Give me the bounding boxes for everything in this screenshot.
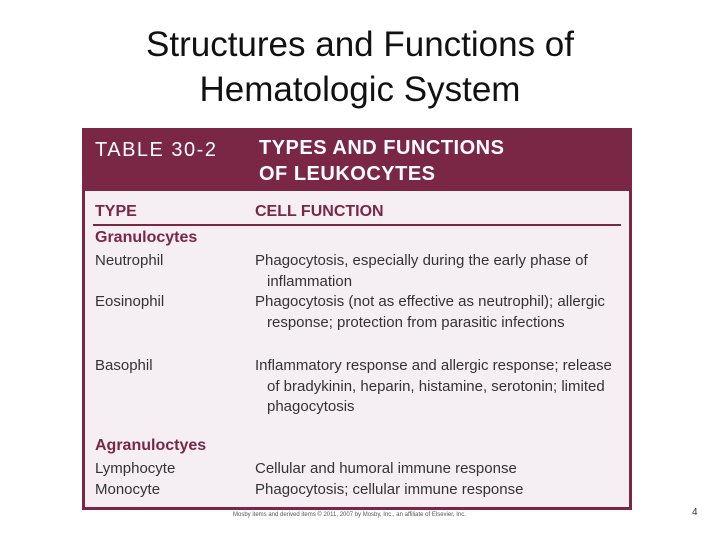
column-header-function: CELL FUNCTION	[255, 203, 384, 220]
cell-type: Lymphocyte	[95, 460, 176, 477]
cell-type: Basophil	[95, 357, 153, 374]
cell-function: Cellular and humoral immune response	[255, 460, 517, 477]
copyright-notice: Mosby items and derived items © 2011, 2007 by Mosby, Inc., an affiliate of Elsevier, Inc.	[233, 512, 466, 518]
cell-function: Phagocytosis; cellular immune response	[255, 481, 524, 498]
slide-title	[0, 22, 720, 112]
cell-type: Eosinophil	[95, 293, 165, 310]
slide-title-line-1: Structures and Functions of	[146, 25, 574, 64]
group-label-granulocytes: Granulocytes	[95, 229, 198, 246]
table-heading-line-2: OF LEUKOCYTES	[259, 163, 436, 185]
group-label-agranulocytes: Agranuloctyes	[95, 437, 207, 454]
slide-title-line-2: Hematologic System	[199, 70, 521, 109]
table-heading	[259, 135, 504, 187]
cell-function: Phagocytosis, especially during the early phase of inflammation	[255, 252, 588, 290]
cell-function: Phagocytosis (not as effective as neutrophil); allergic response; protection from parasitic infections	[255, 293, 605, 331]
table-heading-line-1: TYPES AND FUNCTIONS	[259, 137, 505, 159]
cell-function: Inflammatory response and allergic response; release of bradykinin, heparin, histamine, serotonin; limited phagocytosis	[255, 357, 612, 415]
cell-type: Neutrophil	[95, 252, 164, 269]
header-divider	[93, 224, 621, 226]
column-header-type: TYPE	[95, 203, 137, 220]
cell-type: Monocyte	[95, 481, 161, 498]
table-number: TABLE 30-2	[95, 139, 218, 161]
leukocyte-table	[82, 128, 632, 510]
table-banner	[85, 131, 629, 191]
page-number: 4	[692, 507, 698, 518]
